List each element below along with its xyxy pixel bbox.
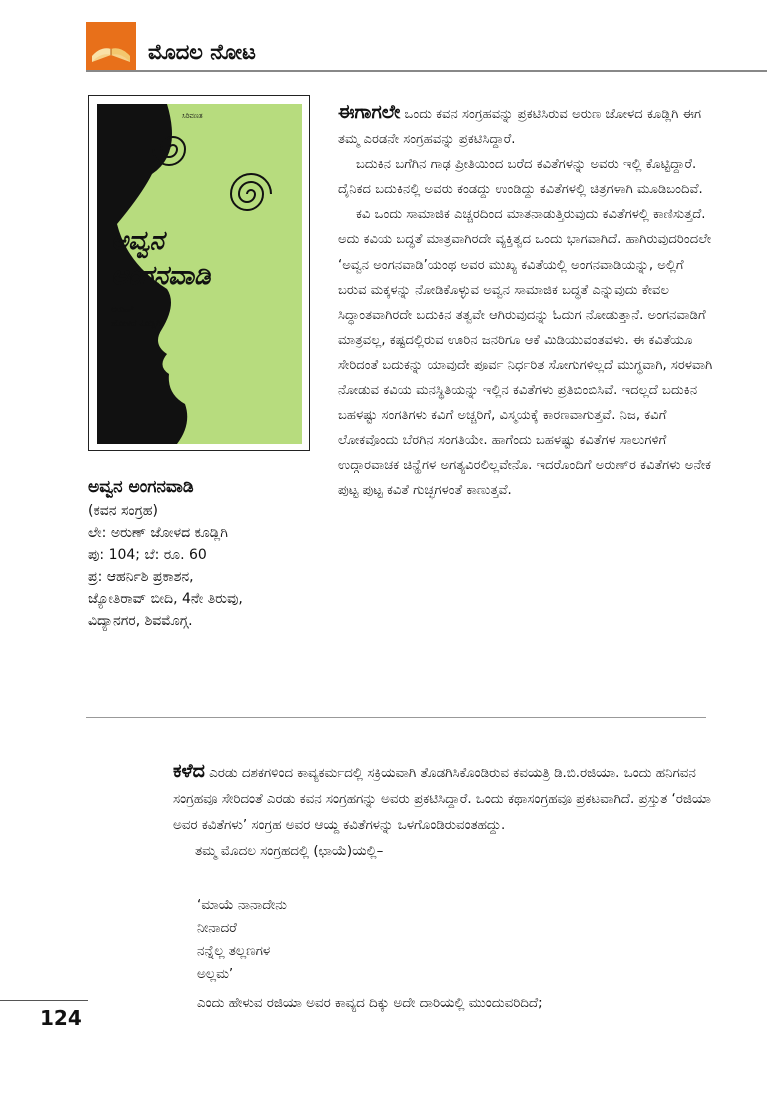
review2-paragraph-1 <box>173 758 713 839</box>
book-pages-price: ಪು: 104; ಬೆ: ರೂ. 60 <box>88 547 207 563</box>
poem-line: ನೀನಾದರೆ <box>197 921 237 936</box>
cover-title-line2: ಅಂಗನವಾಡಿ <box>111 261 211 291</box>
footer-divider <box>0 1000 88 1001</box>
poem-quote <box>197 894 287 986</box>
review1-paragraph-1 <box>338 100 713 152</box>
cover-title-line1: ಅವ್ವನ <box>111 226 164 256</box>
review2-paragraph-2: ತಮ್ಮ ಮೊದಲ ಸಂಗ್ರಹದಲ್ಲಿ (ಛಾಯೆ)ಯಲ್ಲಿ– <box>195 844 384 859</box>
review1-text-1: ಒಂದು ಕವನ ಸಂಗ್ರಹವನ್ನು ಪ್ರಕಟಿಸಿರುವ ಅರುಣ ಜೋಳದ ಕೂಡ್ಲಿಗಿ ಈಗ ತಮ್ಮ ಎರಡನೇ ಸಂಗ್ರಹವನ್ನು ಪ್ರಕಟಿಸಿದ್ದಾರೆ. <box>338 107 702 148</box>
book-details <box>88 476 318 632</box>
review1-paragraph-2: ಬದುಕಿನ ಬಗೆಗಿನ ಗಾಢ ಪ್ರೀತಿಯಿಂದ ಬರೆದ ಕವಿತೆಗಳನ್ನು ಅವರು ಇಲ್ಲಿ ಕೊಟ್ಟಿದ್ದಾರೆ. ದೈನಿಕದ ಬದುಕಿನಲ್ಲಿ ಅವರು ಕಂಡದ್ದು ಉಂಡಿದ್ದು ಕವಿತೆಗಳಲ್ಲಿ ಚಿತ್ರಗಳಾಗಿ ಮೂಡಿಬಂದಿವೆ. <box>338 157 703 198</box>
book-title: ಅವ್ವನ ಅಂಗನವಾಡಿ <box>88 477 194 497</box>
review-first-book <box>338 100 713 504</box>
poem-line: ಅಲ್ಲಮ’ <box>197 967 234 982</box>
page-number: 124 <box>40 1006 82 1030</box>
cover-author-line1: ಅರುಣ್ <box>111 305 134 315</box>
poem-line: ನನ್ನೆಲ್ಲ ತಲ್ಲಣಗಳ <box>197 944 271 959</box>
section-title: ಮೊದಲ ನೋಟ <box>148 40 256 64</box>
book-cover <box>88 95 310 451</box>
review1-lead-word: ಈಗಾಗಲೇ <box>338 101 401 123</box>
cover-artwork <box>97 104 302 444</box>
book-publisher: ಪ್ರ: ಆಹರ್ನಿಶಿ ಪ್ರಕಾಶನ, <box>88 569 194 585</box>
review-second-book <box>173 758 713 865</box>
review2-lead-word: ಕಳೆದ <box>173 760 205 782</box>
poem-line: ‘ಮಾಯೆ ನಾನಾದೇನು <box>197 898 287 913</box>
review1-paragraph-3: ಕವಿ ಒಂದು ಸಾಮಾಜಿಕ ಎಚ್ಚರದಿಂದ ಮಾತನಾಡುತ್ತಿರುವುದು ಕವಿತೆಗಳಲ್ಲಿ ಕಾಣಿಸುತ್ತದೆ. ಅದು ಕವಿಯ ಬದ್ಧತೆ ಮಾತ್ರವಾಗಿರದೇ ವ್ಯಕ್ತಿತ್ವದ ಒಂದು ಭಾಗವಾಗಿದೆ. ಹಾಗಿರುವುದರಿಂದಲೇ ‘ಅವ್ವನ ಅಂಗನವಾಡಿ’ಯಂಥ ಅವರ ಮುಖ್ಯ ಕವಿತೆಯಲ್ಲಿ ಅಂಗನವಾಡಿಯನ್ನು, ಅಲ್ಲಿಗೆ ಬರುವ ಮಕ್ಕಳನ್ನು ನೋಡಿಕೊಳ್ಳುವ ಅವ್ವನ ಸಾಮಾಜಿಕ ಬದ್ಧತೆ ಎನ್ನುವುದು ಕೇವಲ ಸಿದ್ಧಾಂತವಾಗಿರದೇ ಬದುಕಿನ ತತ್ವವೇ ಆಗಿರುವುದನ್ನು ಓದುಗ ನೋಡುತ್ತಾನೆ. ಅಂಗನವಾಡಿಗೆ ಮಾತ್ರವಲ್ಲ, ಕಷ್ಟದಲ್ಲಿರುವ ಊರಿನ ಜನರಿಗೂ ಆಕೆ ಮಿಡಿಯುವಂತವಳು. ಈ ಕವಿತೆಯೂ ಸೇರಿದಂತೆ ಬದುಕನ್ನು ಯಾವುದೇ ಪೂರ್ವ ನಿರ್ಧರಿತ ಸೋಗುಗಳಿಲ್ಲದೆ ಮುಗ್ಧವಾಗಿ, ಸರಳವಾಗಿ ನೋಡುವ ಕವಿಯ ಮನಸ್ಥಿತಿಯನ್ನು ಇಲ್ಲಿನ ಕವಿತೆಗಳು ಪ್ರತಿಬಿಂಬಿಸಿವೆ. ಇದಲ್ಲದೆ ಬದುಕಿನ ಬಹಳಷ್ಟು ಸಂಗತಿಗಳು ಕವಿಗೆ ಅಚ್ಚರಿಗೆ, ವಿಸ್ಮಯಕ್ಕೆ ಕಾರಣವಾಗುತ್ತವೆ. ನಿಜ, ಕವಿಗೆ ಲೋಕವೊಂದು ಬೆರಗಿನ ಸಂಗತಿಯೇ. ಹಾಗೆಂದು ಬಹಳಷ್ಟು ಕವಿತೆಗಳ ಸಾಲುಗಳಿಗೆ ಉದ್ಗಾರವಾಚಕ ಚಿನ್ಹೆಗಳ ಅಗತ್ಯವಿರಲಿಲ್ಲವೇನೊ. ಇದರೊಂದಿಗೆ ಅರುಣ್‌ರ ಕವಿತೆಗಳು ಅನೇಕ ಪುಟ್ಟ ಪುಟ್ಟ ಕವಿತೆ ಗುಚ್ಛಗಳಂತೆ ಕಾಣುತ್ತವೆ. <box>338 207 713 499</box>
book-genre: (ಕವನ ಸಂಗ್ರಹ) <box>88 503 158 519</box>
open-book-icon <box>86 22 136 72</box>
book-address-line2: ವಿದ್ಯಾನಗರ, ಶಿವಮೊಗ್ಗ. <box>88 613 193 629</box>
review2-text-1: ಎರಡು ದಶಕಗಳಿಂದ ಕಾವ್ಯಕರ್ಮದಲ್ಲಿ ಸಕ್ರಿಯವಾಗಿ ತೊಡಗಿಸಿಕೊಂಡಿರುವ ಕವಯತ್ರಿ ಡಿ.ಬಿ.ರಜಿಯಾ. ಒಂದು ಹನಿಗವನ ಸಂಗ್ರಹವೂ ಸೇರಿದಂತೆ ಎರಡು ಕವನ ಸಂಗ್ರಹಗನ್ನು ಅವರು ಪ್ರಕಟಿಸಿದ್ದಾರೆ. ಒಂದು ಕಥಾಸಂಗ್ರಹವೂ ಪ್ರಕಟವಾಗಿದೆ. ಪ್ರಸ್ತುತ ‘ರಜಿಯಾ ಅವರ ಕವಿತೆಗಳು’ ಸಂಗ್ರಹ ಅವರ ಆಯ್ದ ಕವಿತೆಗಳನ್ನು ಒಳಗೊಂಡಿರುವಂತಹದ್ದು. <box>173 766 711 833</box>
book-address-line1: ಜ್ಯೋತಿರಾವ್ ಬೀದಿ, 4ನೇ ತಿರುವು, <box>88 591 243 607</box>
book-author: ಲೇ: ಅರುಣ್ ಜೋಳದ ಕೂಡ್ಲಿಗಿ <box>88 525 228 541</box>
section-divider <box>86 717 706 718</box>
review2-closing: ಎಂದು ಹೇಳುವ ರಜಿಯಾ ಅವರ ಕಾವ್ಯದ ದಿಕ್ಕು ಅದೇ ದಾರಿಯಲ್ಲಿ ಮುಂದುವರಿದಿದೆ; <box>197 996 543 1011</box>
cover-author-line2: ಜೋಳದ ಕೂಡ್ಲಿಗಿ <box>111 319 161 329</box>
cover-publisher-mark: ಸಿರಿವಣತ <box>182 112 203 120</box>
header-divider <box>86 70 767 72</box>
